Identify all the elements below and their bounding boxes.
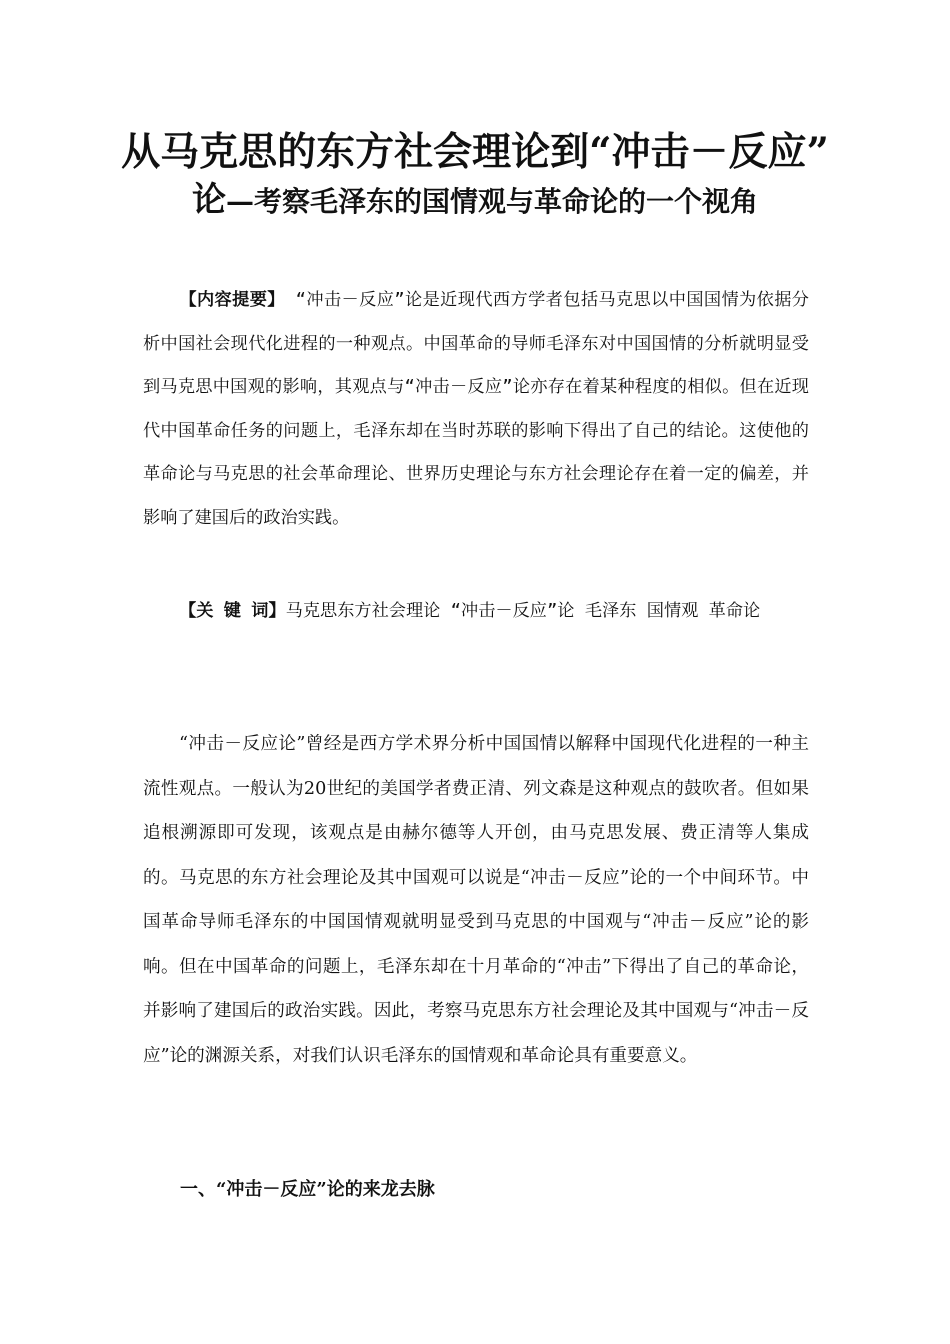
section-heading: 一、“冲击－反应”论的来龙去脉 (180, 1179, 435, 1200)
abstract-paragraph (143, 279, 809, 540)
title-line-2 (0, 180, 950, 222)
abstract-label: 【内容提要】 (179, 290, 285, 310)
keywords-paragraph (143, 590, 809, 634)
title-line-2-first-char: 论 (191, 180, 226, 220)
keywords-label: 【关 键 词】 (179, 601, 286, 621)
abstract-text: “冲击－反应”论是近现代西方学者包括马克思以中国国情为依据分析中国社会现代化进程的一种观点。中国革命的导师毛泽东对中国国情的分析就明显受到马克思中国观的影响，其观点与“冲击－反应”论亦存在着某种程度的相似。但在近现代中国革命任务的问题上，毛泽东却在当时苏联的影响下得出了自己的结论。这使他的革命论与马克思的社会革命理论、世界历史理论与东方社会理论存在着一定的偏差，并影响了建国后的政治实践。 (143, 290, 809, 528)
body-paragraph (143, 722, 809, 1078)
title-line-2-rest: —考察毛泽东的国情观与革命论的一个视角 (225, 185, 758, 218)
body-paragraph-text: “冲击－反应论”曾经是西方学术界分析中国国情以解释中国现代化进程的一种主流性观点。一般认为20世纪的美国学者费正清、列文森是这种观点的鼓吹者。但如果追根溯源即可发现，该观点是由赫尔德等人开创，由马克思发展、费正清等人集成的。马克思的东方社会理论及其中国观可以说是“冲击－反应”论的一个中间环节。中国革命导师毛泽东的中国国情观就明显受到马克思的中国观与“冲击－反应”论的影响。但在中国革命的问题上，毛泽东却在十月革命的“冲击”下得出了自己的革命论，并影响了建国后的政治实践。因此，考察马克思东方社会理论及其中国观与“冲击－反应”论的渊源关系，对我们认识毛泽东的国情观和革命论具有重要意义。 (143, 734, 809, 1066)
title-line-1: 从马克思的东方社会理论到“冲击－反应” (121, 129, 829, 175)
keywords-text: 马克思东方社会理论 “冲击－反应”论 毛泽东 国情观 革命论 (285, 601, 761, 621)
